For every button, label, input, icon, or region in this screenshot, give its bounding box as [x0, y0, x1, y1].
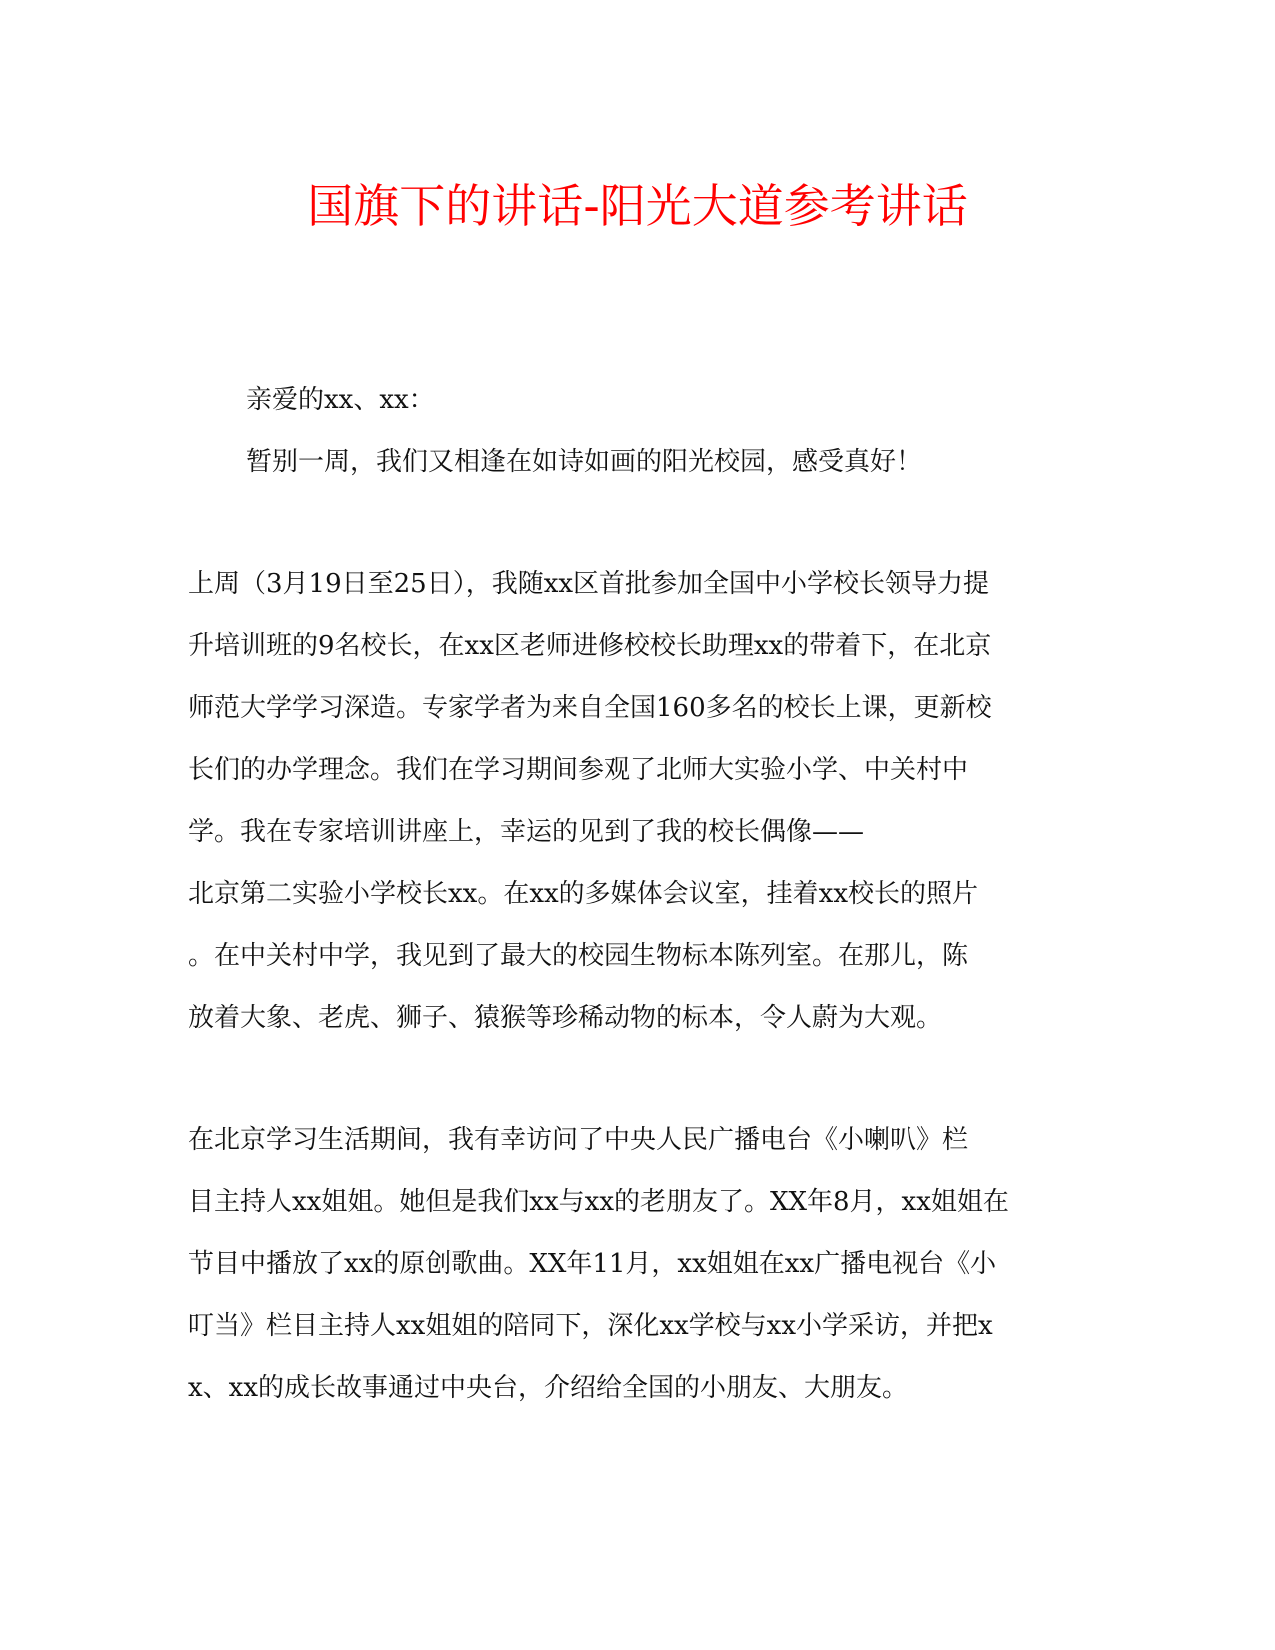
opening-line: 暂别一周，我们又相逢在如诗如画的阳光校园，感受真好！ — [246, 447, 923, 477]
paragraph2-line-2: 目主持人xx姐姐。她但是我们xx与xx的老朋友了。XX年8月，xx姐姐在 — [188, 1187, 1009, 1217]
paragraph1-line-1: 上周（3月19日至25日），我随xx区首批参加全国中小学校长领导力提 — [188, 569, 990, 599]
paragraph1-line-7: 。在中关村中学，我见到了最大的校园生物标本陈列室。在那儿，陈 — [188, 941, 969, 971]
paragraph1-line-4: 长们的办学理念。我们在学习期间参观了北师大实验小学、中关村中 — [188, 755, 969, 785]
paragraph1-line-6: 北京第二实验小学校长xx。在xx的多媒体会议室，挂着xx校长的照片 — [188, 879, 978, 909]
paragraph2-line-1: 在北京学习生活期间，我有幸访问了中央人民广播电台《小喇叭》栏 — [188, 1125, 969, 1155]
paragraph2-line-5: x、xx的成长故事通过中央台，介绍给全国的小朋友、大朋友。 — [188, 1373, 908, 1403]
greeting-line: 亲爱的xx、xx： — [246, 385, 435, 415]
paragraph1-line-3: 师范大学学习深造。专家学者为来自全国160多名的校长上课，更新校 — [188, 693, 992, 723]
page-title: 国旗下的讲话-阳光大道参考讲话 — [307, 179, 968, 233]
paragraph1-line-8: 放着大象、老虎、狮子、猿猴等珍稀动物的标本，令人蔚为大观。 — [188, 1003, 943, 1033]
paragraph1-line-2: 升培训班的9名校长，在xx区老师进修校校长助理xx的带着下，在北京 — [188, 631, 992, 661]
paragraph1-line-5: 学。我在专家培训讲座上，幸运的见到了我的校长偶像—— — [188, 817, 865, 847]
paragraph2-line-4: 叮当》栏目主持人xx姐姐的陪同下，深化xx学校与xx小学采访，并把x — [188, 1311, 993, 1341]
paragraph2-line-3: 节目中播放了xx的原创歌曲。XX年11月，xx姐姐在xx广播电视台《小 — [188, 1249, 997, 1279]
